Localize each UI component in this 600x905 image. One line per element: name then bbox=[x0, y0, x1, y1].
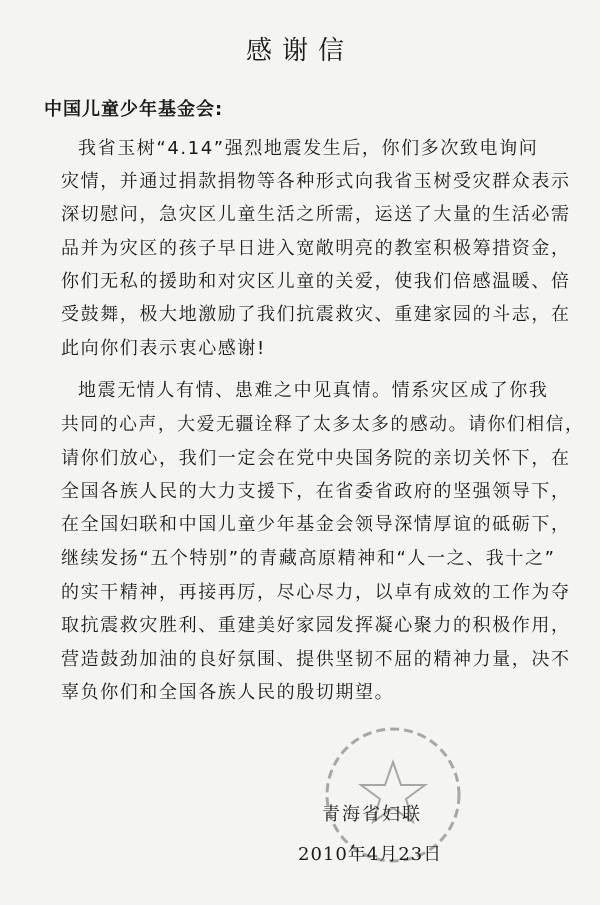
paragraph-2-line-3: 请你们放心，我们一定会在党中央国务院的亲切关怀下，在 bbox=[61, 448, 571, 469]
paragraph-2-line-8: 取抗震救灾胜利、重建美好家园发挥凝心聚力的积极作用， bbox=[61, 615, 571, 636]
salutation: 中国儿童少年基金会: bbox=[44, 99, 224, 120]
paragraph-2-line-2: 共同的心声，大爱无疆诠释了太多太多的感动。请你们相信， bbox=[61, 414, 585, 435]
paragraph-1-line-6: 受鼓舞，极大地激励了我们抗震救灾、重建家园的斗志，在 bbox=[61, 304, 571, 325]
paragraph-2-line-6: 继续发扬“五个特别”的青藏高原精神和“人一之、我十之” bbox=[61, 548, 556, 569]
letter-date: 2010年4月23日 bbox=[298, 844, 443, 865]
paragraph-1-line-3: 深切慰问，急灾区儿童生活之所需，运送了大量的生活必需 bbox=[61, 204, 571, 225]
paragraph-1-line-2: 灾情，并通过捐款捐物等各种形式向我省玉树受灾群众表示 bbox=[61, 171, 571, 192]
letter-title: 感谢信 bbox=[245, 36, 354, 66]
paragraph-1-line-1: 我省玉树“4.14”强烈地震发生后，你们多次致电询问 bbox=[78, 138, 539, 159]
paragraph-2-line-1: 地震无情人有情、患难之中见真情。情系灾区成了你我 bbox=[78, 380, 549, 401]
paragraph-1-line-5: 你们无私的援助和对灾区儿童的关爱，使我们倍感温暖、倍 bbox=[61, 271, 571, 292]
paragraph-1-line-7: 此向你们表示衷心感谢! bbox=[61, 338, 266, 359]
paragraph-2-line-10: 辜负你们和全国各族人民的殷切期望。 bbox=[61, 682, 395, 703]
paragraph-2-line-7: 的实干精神，再接再厉，尽心尽力，以卓有成效的工作为夺 bbox=[61, 582, 571, 603]
paragraph-2-line-4: 全国各族人民的大力支援下，在省委省政府的坚强领导下， bbox=[61, 481, 571, 502]
paragraph-2-line-5: 在全国妇联和中国儿童少年基金会领导深情厚谊的砥砺下， bbox=[61, 514, 571, 535]
paragraph-1-line-4: 品并为灾区的孩子早日进入宽敞明亮的教室积极筹措资金， bbox=[61, 238, 571, 259]
paragraph-2-line-9: 营造鼓劲加油的良好氛围、提供坚韧不屈的精神力量，决不 bbox=[61, 649, 571, 670]
signature: 青海省妇联 bbox=[322, 804, 422, 825]
